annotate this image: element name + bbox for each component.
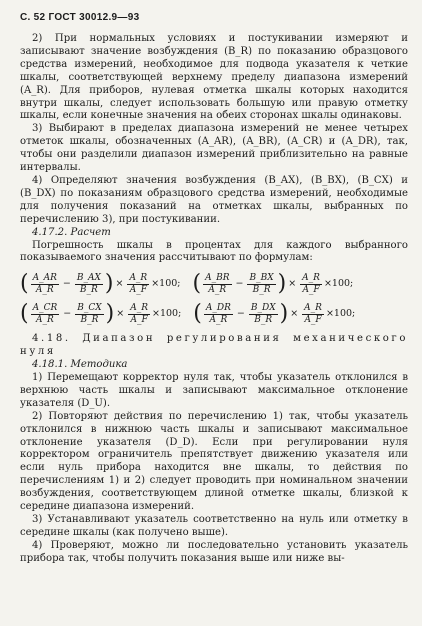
frac-ar-af-2: $\frac{A\_R}{A\_F}$ xyxy=(302,272,320,295)
frac-ar-af-3: $\frac{A\_R}{A\_F}$ xyxy=(130,302,148,325)
frac-abr: $\frac{A\_BR}{A\_R}$ xyxy=(205,272,230,295)
frac-bdx: $\frac{B\_DX}{B\_R}$ xyxy=(250,302,276,325)
formula-row-2: ( $\frac{A\_CR}{A\_R}$ − $\frac{B\_CX}{B\_R}$ ) × $\frac{A\_R}{A\_F}$ ×100; ( $\frac{A\_DR}{A\_R}$ − $\frac{B\_DX}{B\_R}$ ) × $\frac{A\_R}{A\_F}$ ×100; xyxy=(20,301,356,327)
frac-bcx: $\frac{B\_CX}{B\_R}$ xyxy=(77,302,102,325)
frac-bbx: $\frac{B\_BX}{B\_R}$ xyxy=(249,272,274,295)
paragraph-4: 4) Определяют значения возбуждения (B_AX), (B_BX), (B_CX) и (B_DX) по показаниям образцового средства измерений, необходимые для получения показаний на отметках шкалы, выбранных по перечислению 3), при постукивании. xyxy=(20,174,408,225)
calc-text: Погрешность шкалы в процентах для каждого выбранного показываемого значения рассчитывают по формулам: xyxy=(20,239,408,264)
frac-ar-af-4: $\frac{A\_R}{A\_F}$ xyxy=(304,302,322,325)
formula-block xyxy=(20,269,408,329)
frac-bax: $\frac{B\_AX}{B\_R}$ xyxy=(76,272,101,295)
paragraph-b2: 2) Повторяют действия по перечислению 1) так, чтобы указатель отклонился в нижнюю часть шкалы и записывают максимальное отклонение указателя (D_D). Если при регулировании нуля корректором ограничитель препятствует движению указателя или если нуль прибора находится вне шкалы, то действия по перечислениям 1) и 2) следует проводить при номинальном значении возбуждения, соответствующем длиной отметке шкалы, близкой к середине диапазона измерений. xyxy=(20,410,408,513)
paragraph-b3: 3) Устанавливают указатель соответственно на нуль или отметку в середине шкалы (как получено выше). xyxy=(20,514,408,538)
subsection-4181: 4.18.1. Методика xyxy=(32,359,128,371)
frac-aar: $\frac{A\_AR}{A\_R}$ xyxy=(32,272,57,295)
paragraph-b4: 4) Проверяют, можно ли последовательно установить указатель прибора так, чтобы получить показания выше или ниже вы- xyxy=(20,539,408,564)
paragraph-3: 3) Выбирают в пределах диапазона измерений не менее четырех отметок шкалы, обозначенных (A_AR), (A_BR), (A_CR) и (A_DR), так, чтобы они разделили диапазон измерений приблизительно на равные интервалы. xyxy=(20,123,408,174)
paragraph-b1: 1) Перемещают корректор нуля так, чтобы указатель отклонился в верхнюю часть шкалы и записывают максимальное отклонение указателя (D_U). xyxy=(20,372,408,409)
frac-adr: $\frac{A\_DR}{A\_R}$ xyxy=(205,302,231,325)
paragraph-2: 2) При нормальных условиях и постукивании измеряют и записывают значение возбуждения (B_R) по показанию образцового средства измерений, необходимое для подвода указателя к четкие шкалы, соответствующей верхнему пределу диапазона измерений (A_R). Для приборов, нулевая отметка шкалы которых находится внутри шкалы, следует использовать большую или правую отметку шкалы, если конечные значения на обеих сторонах шкалы одинаковы. xyxy=(20,33,408,122)
subsection-4172: 4.17.2. Расчет xyxy=(32,226,111,238)
frac-acr: $\frac{A\_CR}{A\_R}$ xyxy=(32,302,58,325)
section-418: 4.18. Диапазон регулирования механического нуля xyxy=(20,333,408,358)
frac-ar-af-1: $\frac{A\_R}{A\_F}$ xyxy=(129,272,148,295)
formula-row-1: ( $\frac{A\_AR}{A\_R}$ − $\frac{B\_AX}{B\_R}$ ) × $\frac{A\_R}{A\_F}$ ×100; ( $\frac{A\_BR}{A\_R}$ − $\frac{B\_BX}{B\_R}$ ) × $\frac{A\_R}{A\_F}$ ×100; xyxy=(20,271,354,297)
page-header: С. 52 ГОСТ 30012.9—93 xyxy=(20,12,140,23)
